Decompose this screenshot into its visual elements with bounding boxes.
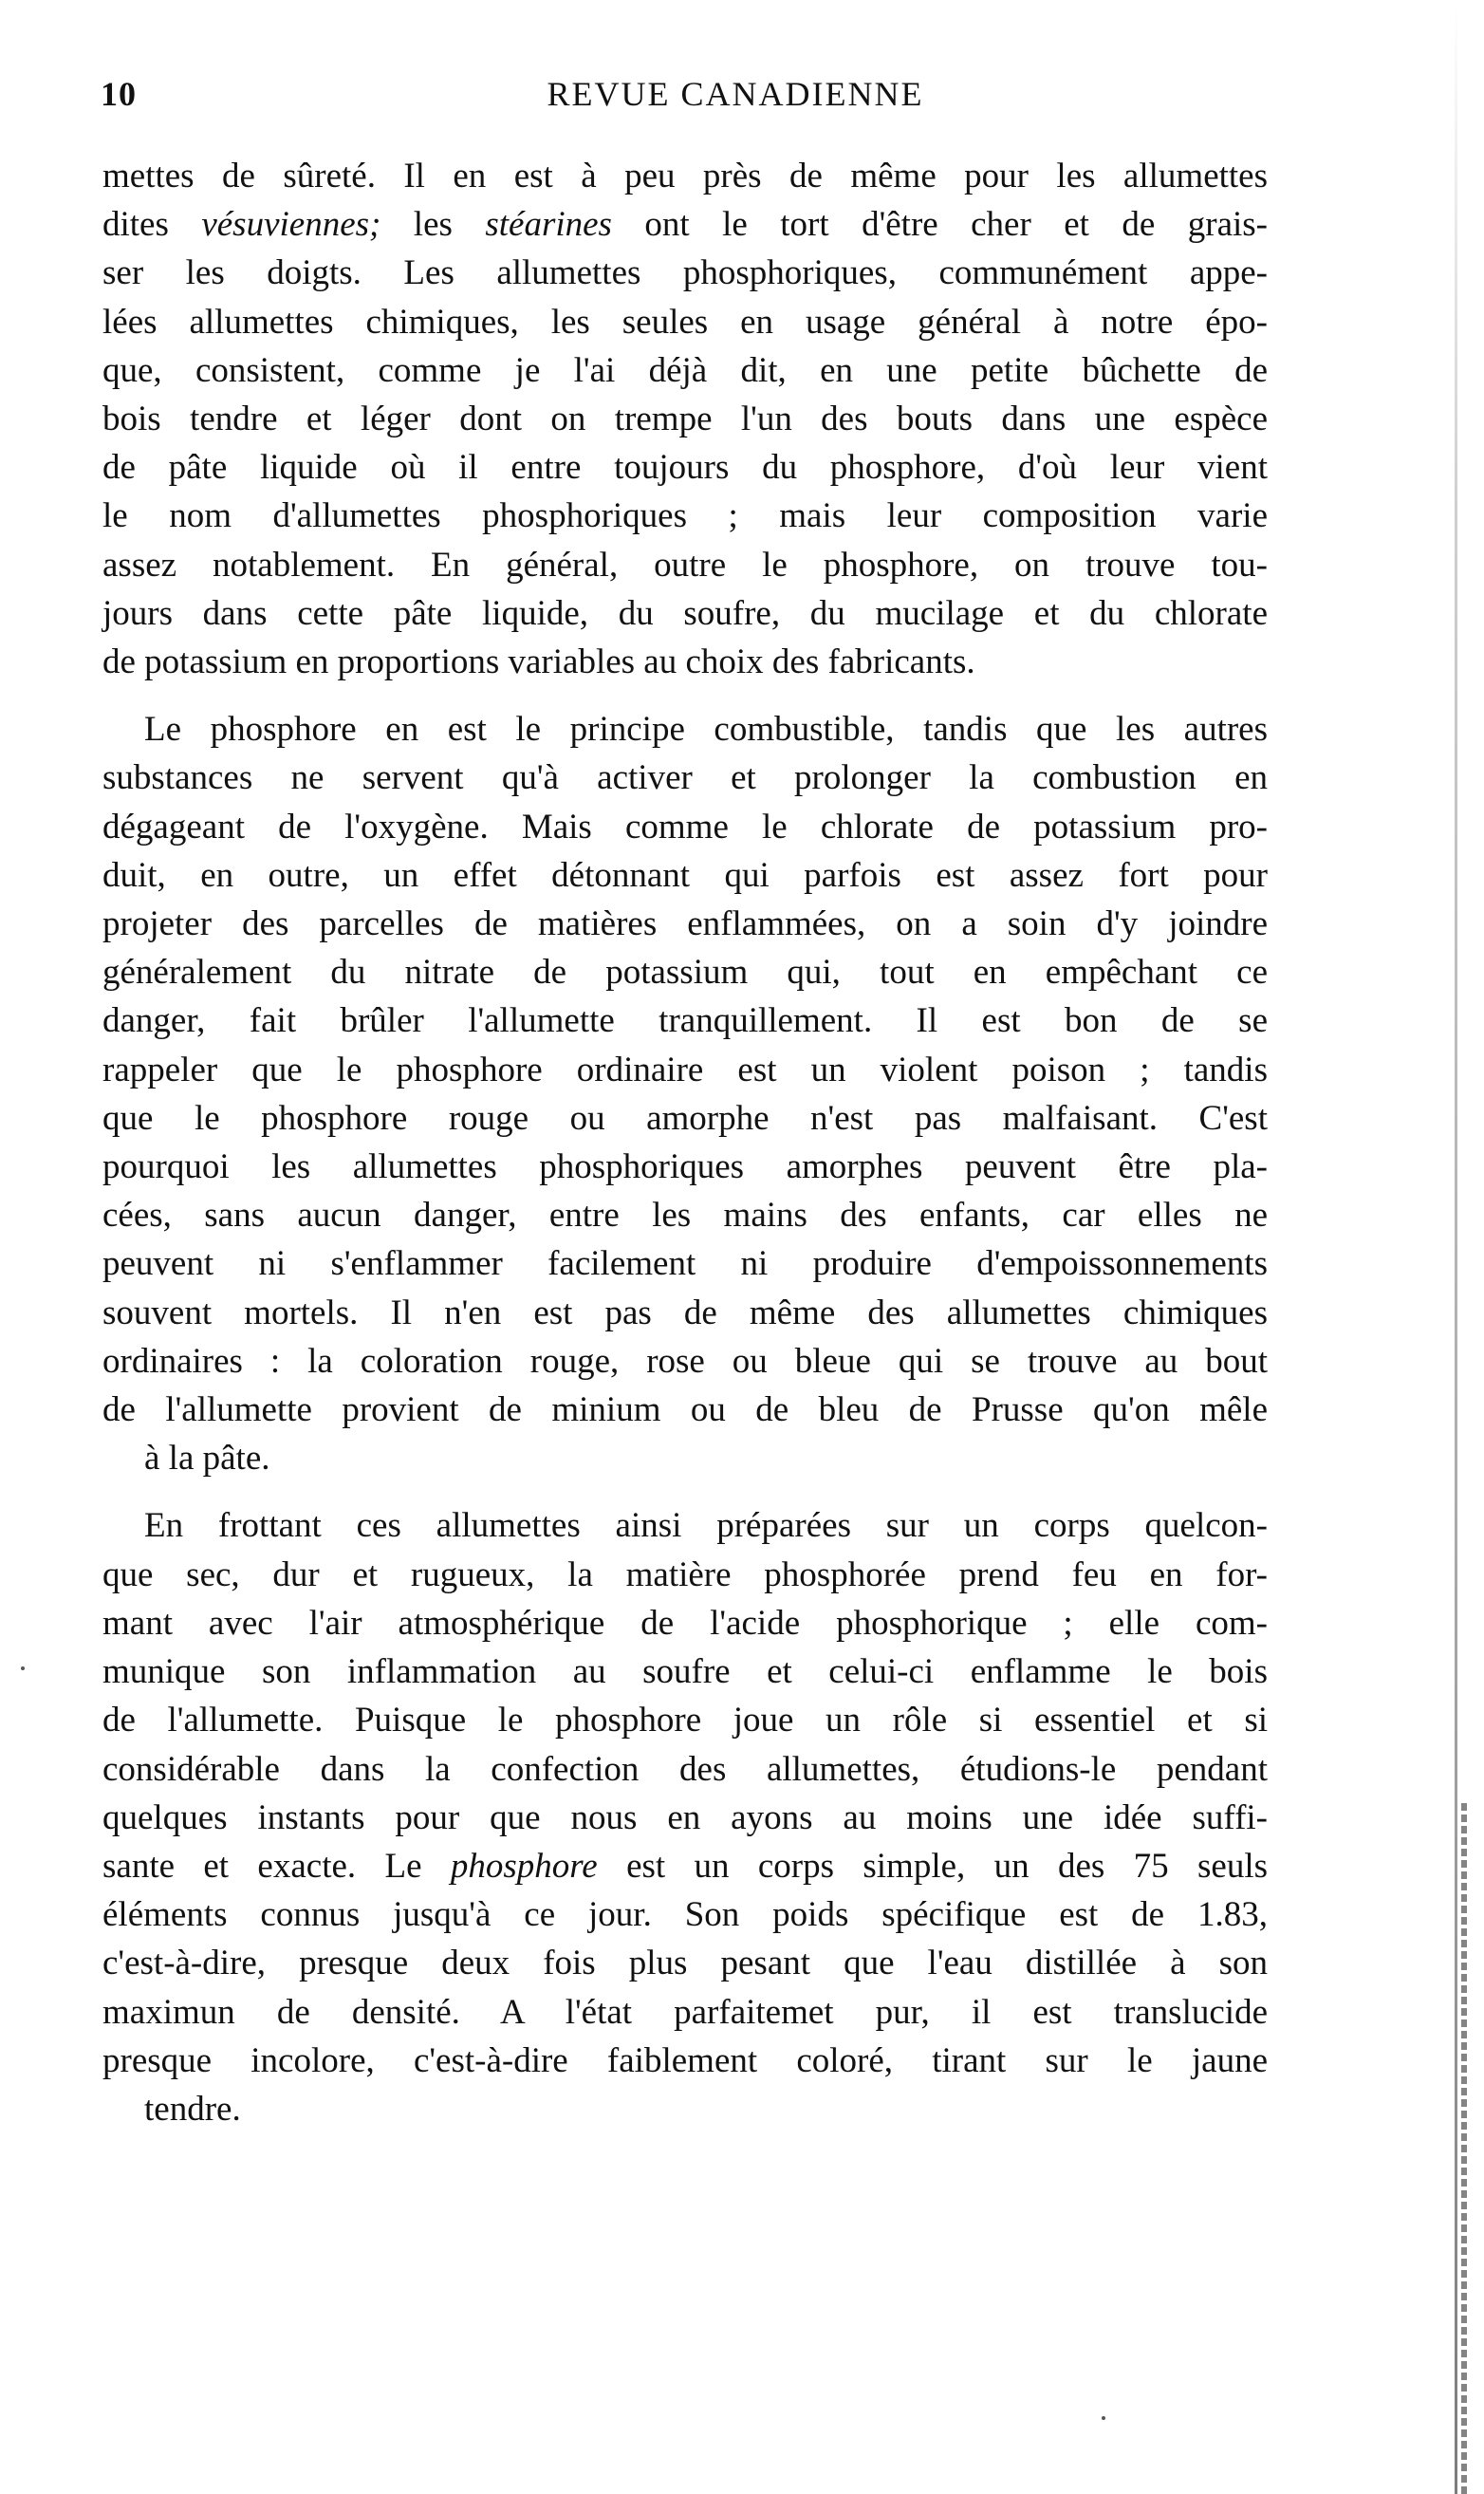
text-line: le nom d'allumettes phosphoriques ; mais leur composition varie bbox=[102, 496, 1268, 536]
page-edge-binding bbox=[1461, 1803, 1467, 2494]
italic-term: phosphore bbox=[450, 1846, 598, 1886]
text-line: est un corps simple, un des 75 seuls bbox=[597, 1846, 1269, 1886]
italic-term: vésuviennes; bbox=[201, 205, 381, 245]
text-line: sante et exacte. Le bbox=[102, 1846, 451, 1886]
text-line: pourquoi les allumettes phosphoriques amorphes peuvent être pla- bbox=[102, 1147, 1268, 1187]
paragraph-3 bbox=[102, 1501, 1268, 2133]
text-line: cées, sans aucun danger, entre les mains des enfants, car elles ne bbox=[102, 1196, 1268, 1236]
text-line: substances ne servent qu'à activer et prolonger la combustion en bbox=[102, 758, 1268, 798]
print-speck bbox=[1102, 2416, 1105, 2420]
text-line: Le phosphore en est le principe combustible, tandis que les autres bbox=[144, 710, 1268, 750]
text-line: En frottant ces allumettes ainsi préparées sur un corps quelcon- bbox=[144, 1506, 1268, 1546]
text-line: ont le tort d'être cher et de grais- bbox=[611, 205, 1268, 245]
text-line: lées allumettes chimiques, les seules en usage général à notre épo- bbox=[102, 302, 1268, 342]
text-line: munique son inflammation au soufre et celui-ci enflamme le bois bbox=[102, 1652, 1268, 1692]
text-line: de potassium en proportions variables au choix des fabricants. bbox=[102, 642, 975, 682]
text-line: mant avec l'air atmosphérique de l'acide phosphorique ; elle com- bbox=[102, 1603, 1268, 1643]
text-line: ordinaires : la coloration rouge, rose ou bleue qui se trouve au bout bbox=[102, 1341, 1268, 1381]
text-line: à la pâte. bbox=[144, 1439, 270, 1479]
text-line: projeter des parcelles de matières enflammées, on a soin d'y joindre bbox=[102, 904, 1268, 944]
text-line: dégageant de l'oxygène. Mais comme le chlorate de potassium pro- bbox=[102, 807, 1268, 847]
text-line: c'est-à-dire, presque deux fois plus pesant que l'eau distillée à son bbox=[102, 1944, 1268, 1983]
text-line: que sec, dur et rugueux, la matière phosphorée prend feu en for- bbox=[102, 1554, 1268, 1594]
paragraph-2 bbox=[102, 705, 1268, 1482]
text-line: assez notablement. En général, outre le phosphore, on trouve tou- bbox=[102, 545, 1268, 585]
text-line: rappeler que le phosphore ordinaire est un violent poison ; tandis bbox=[102, 1050, 1268, 1089]
body-text bbox=[102, 152, 1268, 2152]
text-line: que le phosphore rouge ou amorphe n'est pas malfaisant. C'est bbox=[102, 1098, 1268, 1138]
text-line: danger, fait brûler l'allumette tranquillement. Il est bon de se bbox=[102, 1001, 1268, 1041]
page-edge-shadow bbox=[1455, 0, 1457, 2494]
print-speck bbox=[21, 1666, 25, 1670]
page-number: 10 bbox=[101, 75, 137, 113]
text-line: de pâte liquide où il entre toujours du phosphore, d'où leur vient bbox=[102, 448, 1268, 488]
italic-term: stéarines bbox=[485, 205, 612, 245]
page-header bbox=[101, 74, 1266, 121]
text-line: éléments connus jusqu'à ce jour. Son poids spécifique est de 1.83, bbox=[102, 1895, 1268, 1935]
text-line: de l'allumette provient de minium ou de bleu de Prusse qu'on mêle bbox=[102, 1390, 1268, 1430]
text-line: souvent mortels. Il n'en est pas de même des allumettes chimiques bbox=[102, 1293, 1268, 1332]
text-line: mettes de sûreté. Il en est à peu près de même pour les allumettes bbox=[102, 157, 1268, 195]
paragraph-1 bbox=[102, 152, 1268, 686]
text-line: maximun de densité. A l'état parfaitemet pur, il est translucide bbox=[102, 1992, 1268, 2032]
text-line: duit, en outre, un effet détonnant qui parfois est assez fort pour bbox=[102, 855, 1268, 895]
text-line: de l'allumette. Puisque le phosphore joue un rôle si essentiel et si bbox=[102, 1701, 1268, 1740]
text-line: les bbox=[380, 205, 486, 245]
text-line: ser les doigts. Les allumettes phosphoriques, communément appe- bbox=[102, 253, 1268, 293]
text-line: considérable dans la confection des allumettes, étudions-le pendant bbox=[102, 1749, 1268, 1789]
running-title: REVUE CANADIENNE bbox=[547, 75, 924, 113]
text-line: dites bbox=[102, 205, 202, 245]
text-line: presque incolore, c'est-à-dire faiblement coloré, tirant sur le jaune bbox=[102, 2040, 1268, 2080]
text-line: peuvent ni s'enflammer facilement ni produire d'empoissonnements bbox=[102, 1244, 1268, 1284]
text-line: que, consistent, comme je l'ai déjà dit, en une petite bûchette de bbox=[102, 350, 1268, 390]
text-line: quelques instants pour que nous en ayons au moins une idée suffi- bbox=[102, 1797, 1268, 1837]
text-line: tendre. bbox=[144, 2089, 241, 2129]
text-line: bois tendre et léger dont on trempe l'un des bouts dans une espèce bbox=[102, 400, 1268, 439]
text-line: généralement du nitrate de potassium qui, tout en empêchant ce bbox=[102, 953, 1268, 993]
text-line: jours dans cette pâte liquide, du soufre, du mucilage et du chlorate bbox=[102, 593, 1268, 633]
